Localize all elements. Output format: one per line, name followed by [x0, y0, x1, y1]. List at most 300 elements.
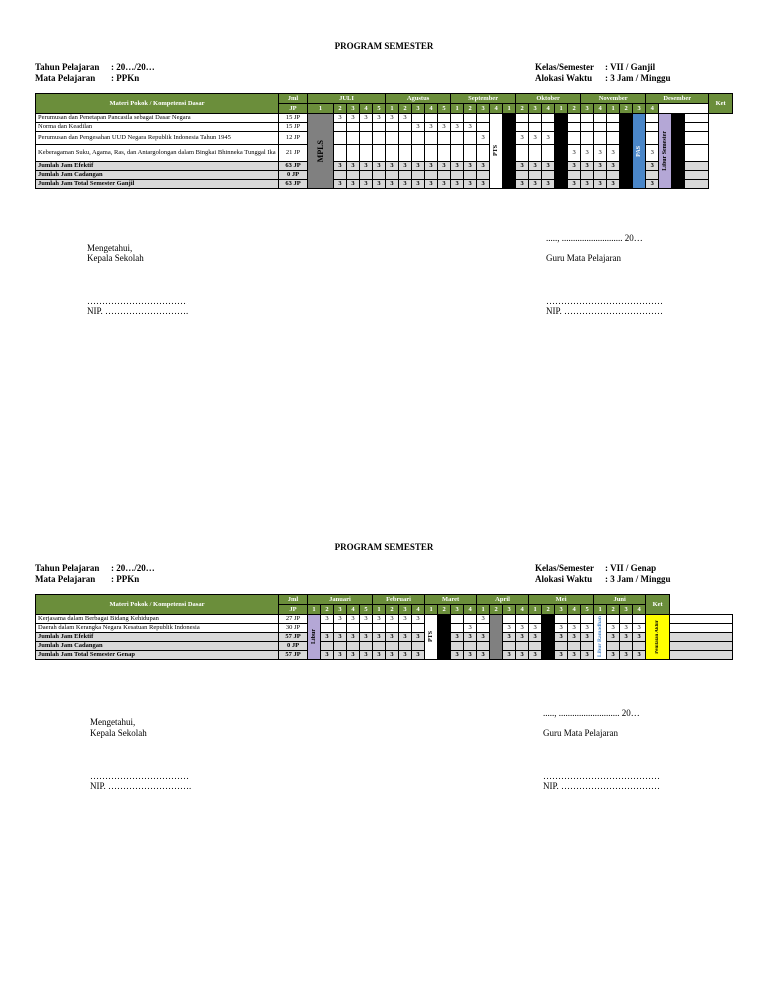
week-cell: [399, 123, 412, 132]
week-cell: 3: [412, 633, 425, 642]
week-cell: 3: [373, 180, 386, 189]
week-cell: [529, 642, 542, 651]
jp-cell: 57 JP: [279, 651, 308, 660]
week-cell: 3: [425, 162, 438, 171]
week-cell: 3: [477, 615, 490, 624]
week-cell: 3: [373, 615, 386, 624]
week-cell: 3: [425, 180, 438, 189]
week-cell: 3: [633, 633, 646, 642]
week-cell: [321, 624, 334, 633]
week-number: 2: [607, 605, 620, 615]
week-cell: [425, 114, 438, 123]
vertical-label: Libur: [310, 629, 317, 645]
week-cell: 3: [334, 162, 347, 171]
week-cell: 3: [451, 123, 464, 132]
week-cell: 3: [516, 651, 529, 660]
week-cell: 3: [477, 180, 490, 189]
head-materi: Materi Pokok / Kompetensi Dasar: [36, 94, 279, 114]
week-cell: 3: [620, 624, 633, 633]
week-number: 3: [555, 605, 568, 615]
sig-nip-right-2: NIP. ……………………………: [543, 781, 661, 791]
week-number: 1: [555, 104, 568, 114]
info-left: [35, 62, 155, 84]
week-cell: [594, 114, 607, 123]
week-cell: [373, 624, 386, 633]
week-cell: 3: [399, 114, 412, 123]
week-cell: [581, 615, 594, 624]
week-cell: [464, 114, 477, 123]
week-cell: 3: [373, 114, 386, 123]
vertical-label: Libur Ramadhan: [596, 616, 603, 658]
month-juli: JULI: [308, 94, 386, 104]
week-cell: [347, 642, 360, 651]
week-cell: [646, 171, 659, 180]
black-cell: [542, 615, 555, 660]
week-cell: 3: [568, 651, 581, 660]
summary-row: [36, 642, 733, 651]
week-cell: [464, 171, 477, 180]
week-cell: [386, 171, 399, 180]
week-cell: [373, 123, 386, 132]
week-cell: [568, 171, 581, 180]
week-number: 1: [503, 104, 516, 114]
week-cell: [568, 642, 581, 651]
week-cell: 3: [529, 633, 542, 642]
week-cell: 3: [399, 162, 412, 171]
jp-cell: 30 JP: [279, 624, 308, 633]
alokasi-label: Alokasi Waktu: [535, 574, 593, 584]
week-cell: [516, 642, 529, 651]
week-cell: [373, 132, 386, 145]
week-cell: 3: [451, 651, 464, 660]
jp-cell: 63 JP: [279, 162, 308, 171]
week-cell: [503, 642, 516, 651]
week-cell: 3: [412, 180, 425, 189]
week-number: 3: [620, 605, 633, 615]
week-number: 3: [399, 605, 412, 615]
alokasi-value: : 3 Jam / Minggu: [605, 73, 671, 83]
week-cell: [516, 145, 529, 162]
week-cell: 3: [568, 633, 581, 642]
pts-cell: [425, 615, 438, 660]
week-cell: 3: [464, 633, 477, 642]
week-number: 4: [594, 104, 607, 114]
week-number: 5: [581, 605, 594, 615]
ket-cell: [670, 624, 733, 633]
week-cell: [555, 642, 568, 651]
week-cell: [594, 171, 607, 180]
month-mei: Mei: [529, 595, 594, 605]
materi-cell: Kerjasama dalam Berbagai Bidang Kehidupan: [36, 615, 279, 624]
week-cell: 3: [321, 615, 334, 624]
kelas-label: Kelas/Semester: [535, 563, 594, 573]
libur-ramadhan-cell: [594, 615, 607, 660]
week-cell: [516, 171, 529, 180]
week-cell: [386, 132, 399, 145]
week-cell: 3: [386, 162, 399, 171]
week-cell: 3: [386, 633, 399, 642]
week-cell: 3: [412, 162, 425, 171]
materi-cell: Keberagaman Suku, Agama, Ras, dan Antargolongan dalam Bingkai Bhinneka Tunggal Ika: [36, 145, 279, 162]
week-cell: 3: [607, 162, 620, 171]
week-cell: 3: [451, 633, 464, 642]
week-cell: [347, 123, 360, 132]
week-cell: 3: [607, 651, 620, 660]
week-cell: 3: [347, 633, 360, 642]
sig-place-date: ....., ........................... 20…: [546, 233, 643, 243]
ket-cell: [685, 132, 709, 145]
week-cell: [529, 123, 542, 132]
vertical-label: Libur Semester: [661, 131, 668, 171]
black-cell: [672, 114, 685, 189]
vertical-label: PTS: [427, 631, 434, 643]
alokasi-value: : 3 Jam / Minggu: [605, 574, 671, 584]
sig-place-date-2: ....., ........................... 20…: [543, 708, 640, 718]
week-cell: [503, 615, 516, 624]
week-cell: [360, 624, 373, 633]
table-row: [36, 114, 733, 123]
week-cell: 3: [581, 633, 594, 642]
week-cell: 3: [581, 180, 594, 189]
ket-cell: [670, 615, 733, 624]
week-cell: 3: [360, 615, 373, 624]
week-cell: [477, 642, 490, 651]
week-cell: [412, 624, 425, 633]
week-cell: 3: [477, 633, 490, 642]
week-cell: 3: [503, 633, 516, 642]
week-number: 1: [477, 605, 490, 615]
mapel-label: Mata Pelajaran: [35, 574, 96, 584]
week-cell: [581, 132, 594, 145]
week-cell: [568, 114, 581, 123]
week-cell: 3: [464, 651, 477, 660]
week-cell: 3: [386, 651, 399, 660]
tahun-value: : 20…/20…: [111, 563, 155, 573]
week-cell: 3: [386, 114, 399, 123]
week-number: 4: [425, 104, 438, 114]
week-cell: [633, 642, 646, 651]
month-november: November: [581, 94, 646, 104]
week-cell: 3: [581, 145, 594, 162]
ket-cell: [685, 123, 709, 132]
week-cell: [581, 171, 594, 180]
week-cell: 3: [620, 651, 633, 660]
week-cell: [438, 132, 451, 145]
week-cell: 3: [334, 615, 347, 624]
program-table-genap: [35, 594, 733, 660]
penilaian-akhir-cell: [646, 615, 670, 660]
week-cell: 3: [581, 651, 594, 660]
week-cell: 3: [347, 162, 360, 171]
week-cell: [451, 145, 464, 162]
week-cell: 3: [477, 162, 490, 171]
week-cell: 3: [451, 180, 464, 189]
week-cell: 3: [555, 651, 568, 660]
week-number: 1: [373, 605, 386, 615]
info-left-2: [35, 563, 155, 585]
week-cell: [464, 642, 477, 651]
week-cell: [646, 123, 659, 132]
jp-cell: 57 JP: [279, 633, 308, 642]
week-cell: [360, 132, 373, 145]
sig-guru: Guru Mata Pelajaran: [546, 253, 621, 263]
week-number: 4: [516, 605, 529, 615]
jp-cell: 27 JP: [279, 615, 308, 624]
week-cell: [347, 171, 360, 180]
week-cell: 3: [581, 162, 594, 171]
week-cell: [477, 123, 490, 132]
week-cell: 3: [347, 114, 360, 123]
week-cell: [451, 624, 464, 633]
head-ket: Ket: [646, 595, 670, 615]
month-september: September: [451, 94, 516, 104]
week-cell: 3: [516, 180, 529, 189]
week-number: 4: [360, 104, 373, 114]
week-cell: [399, 171, 412, 180]
week-cell: 3: [360, 180, 373, 189]
week-cell: [347, 145, 360, 162]
week-cell: [386, 624, 399, 633]
week-number: 3: [581, 104, 594, 114]
table-row: [36, 624, 733, 633]
week-cell: [477, 624, 490, 633]
week-cell: [399, 642, 412, 651]
week-number: 2: [399, 104, 412, 114]
week-cell: 3: [373, 633, 386, 642]
head-jml: Jml: [279, 94, 308, 104]
week-cell: [594, 123, 607, 132]
week-cell: 3: [373, 162, 386, 171]
week-cell: [334, 132, 347, 145]
week-cell: 3: [594, 162, 607, 171]
jp-cell: 15 JP: [279, 123, 308, 132]
jp-cell: 12 JP: [279, 132, 308, 145]
week-cell: [373, 171, 386, 180]
week-number: 3: [412, 104, 425, 114]
week-cell: 3: [321, 651, 334, 660]
week-cell: 3: [399, 651, 412, 660]
month-maret: Maret: [425, 595, 477, 605]
week-cell: [360, 642, 373, 651]
week-cell: [399, 624, 412, 633]
table-row: [36, 615, 733, 624]
vertical-label: PTS: [492, 145, 499, 157]
week-cell: [477, 171, 490, 180]
week-cell: [334, 145, 347, 162]
week-number: 4: [412, 605, 425, 615]
week-cell: [568, 132, 581, 145]
week-number: 2: [438, 605, 451, 615]
pts-cell: [490, 114, 503, 189]
week-cell: 3: [334, 633, 347, 642]
week-number: 1: [607, 104, 620, 114]
week-cell: 3: [594, 180, 607, 189]
week-cell: 3: [386, 180, 399, 189]
week-cell: [438, 171, 451, 180]
week-cell: 3: [529, 132, 542, 145]
vertical-label: MPLS: [316, 139, 325, 163]
week-cell: 3: [633, 624, 646, 633]
sig-line-left-2: ……………………………: [90, 771, 189, 781]
week-cell: 3: [568, 145, 581, 162]
week-cell: 3: [360, 651, 373, 660]
week-cell: 3: [503, 651, 516, 660]
mpls-cell: [308, 114, 334, 189]
vertical-label: Penilaian Akhir: [655, 620, 661, 654]
libur-cell: [308, 615, 321, 660]
week-cell: [451, 642, 464, 651]
week-cell: [412, 642, 425, 651]
tahun-label: Tahun Pelajaran: [35, 563, 100, 573]
week-number: 5: [438, 104, 451, 114]
week-cell: 3: [555, 633, 568, 642]
week-cell: 3: [334, 651, 347, 660]
week-cell: 3: [516, 624, 529, 633]
week-cell: [425, 171, 438, 180]
week-number: 4: [490, 104, 503, 114]
black-cell: [438, 615, 451, 660]
week-number: 1: [594, 605, 607, 615]
jp-cell: 15 JP: [279, 114, 308, 123]
week-cell: 3: [347, 651, 360, 660]
week-cell: [399, 132, 412, 145]
week-cell: 3: [399, 615, 412, 624]
libur-semester-cell: [659, 114, 672, 189]
week-number: 4: [464, 605, 477, 615]
week-cell: 3: [321, 633, 334, 642]
week-cell: 3: [646, 180, 659, 189]
ket-cell: [685, 162, 709, 171]
week-cell: [568, 123, 581, 132]
ket-cell: [685, 145, 709, 162]
mapel-value: : PPKn: [111, 574, 140, 584]
jp-cell: 63 JP: [279, 180, 308, 189]
week-cell: 3: [451, 162, 464, 171]
materi-cell: Jumlah Jam Cadangan: [36, 171, 279, 180]
week-cell: 3: [425, 123, 438, 132]
week-cell: [373, 642, 386, 651]
week-cell: 3: [347, 615, 360, 624]
sig-kepala-sekolah-2: Kepala Sekolah: [90, 728, 147, 738]
week-cell: [542, 114, 555, 123]
week-cell: [386, 145, 399, 162]
week-cell: [581, 114, 594, 123]
week-cell: 3: [607, 180, 620, 189]
summary-row: [36, 651, 733, 660]
week-cell: 3: [464, 123, 477, 132]
week-cell: [347, 624, 360, 633]
week-cell: [438, 145, 451, 162]
week-cell: [451, 171, 464, 180]
sig-nip-left-2: NIP. ……………………….: [90, 781, 192, 791]
week-cell: [529, 114, 542, 123]
week-cell: [607, 132, 620, 145]
week-cell: 3: [477, 132, 490, 145]
ket-cell: [685, 180, 709, 189]
materi-cell: Jumlah Jam Cadangan: [36, 642, 279, 651]
week-cell: [464, 132, 477, 145]
tahun-label: Tahun Pelajaran: [35, 62, 100, 72]
week-cell: [425, 145, 438, 162]
week-number: 3: [633, 104, 646, 114]
week-cell: 3: [412, 123, 425, 132]
kelas-value: : VII / Genap: [605, 563, 657, 573]
month-agustus: Agustus: [386, 94, 451, 104]
week-number: 2: [386, 605, 399, 615]
jp-cell: 0 JP: [279, 642, 308, 651]
week-cell: [334, 642, 347, 651]
week-cell: 3: [529, 651, 542, 660]
jp-cell: 21 JP: [279, 145, 308, 162]
week-number: 1: [386, 104, 399, 114]
week-cell: 3: [568, 162, 581, 171]
week-cell: [607, 642, 620, 651]
week-cell: [451, 615, 464, 624]
week-cell: [464, 145, 477, 162]
info-right-2: [535, 563, 671, 585]
month-februari: Februari: [373, 595, 425, 605]
materi-cell: Daerah dalam Kerangka Negara Kesatuan Republik Indonesia: [36, 624, 279, 633]
week-cell: [451, 114, 464, 123]
week-cell: 3: [568, 624, 581, 633]
week-cell: 3: [607, 633, 620, 642]
week-cell: [516, 123, 529, 132]
materi-cell: Norma dan Keadilan: [36, 123, 279, 132]
sig-line-right: …………………………………: [546, 296, 663, 306]
sig-line-right-2: …………………………………: [543, 771, 660, 781]
black-cell: [503, 114, 516, 189]
week-cell: [412, 145, 425, 162]
week-number: 4: [646, 104, 659, 114]
ket-cell: [685, 114, 709, 123]
week-cell: 3: [464, 180, 477, 189]
week-cell: [360, 123, 373, 132]
week-cell: [412, 114, 425, 123]
week-cell: [451, 132, 464, 145]
week-cell: [529, 171, 542, 180]
head-jml: Jml: [279, 595, 308, 605]
materi-cell: Perumusan dan Penetapan Pancasila sebagai Dasar Negara: [36, 114, 279, 123]
week-cell: 3: [646, 162, 659, 171]
mapel-label: Mata Pelajaran: [35, 73, 96, 83]
gray-cell: [490, 615, 503, 660]
week-cell: 3: [334, 114, 347, 123]
black-cell: [555, 114, 568, 189]
month-oktober: Oktober: [516, 94, 581, 104]
week-cell: [607, 171, 620, 180]
page-title-2: PROGRAM SEMESTER: [334, 542, 434, 552]
sig-guru-2: Guru Mata Pelajaran: [543, 728, 618, 738]
week-number: 5: [373, 104, 386, 114]
week-cell: 3: [386, 615, 399, 624]
week-cell: 3: [516, 132, 529, 145]
sig-nip-right: NIP. ……………………………: [546, 306, 664, 316]
week-cell: [529, 615, 542, 624]
sig-line-left: ……………………………: [87, 296, 186, 306]
head-ket: Ket: [709, 94, 733, 114]
week-number: 3: [334, 605, 347, 615]
week-number: 4: [542, 104, 555, 114]
week-number: 4: [347, 605, 360, 615]
week-cell: [555, 615, 568, 624]
mapel-value: : PPKn: [111, 73, 140, 83]
week-cell: [516, 114, 529, 123]
week-cell: [607, 123, 620, 132]
alokasi-label: Alokasi Waktu: [535, 73, 593, 83]
ket-cell: [670, 633, 733, 642]
week-cell: 3: [581, 624, 594, 633]
week-number: 2: [321, 605, 334, 615]
